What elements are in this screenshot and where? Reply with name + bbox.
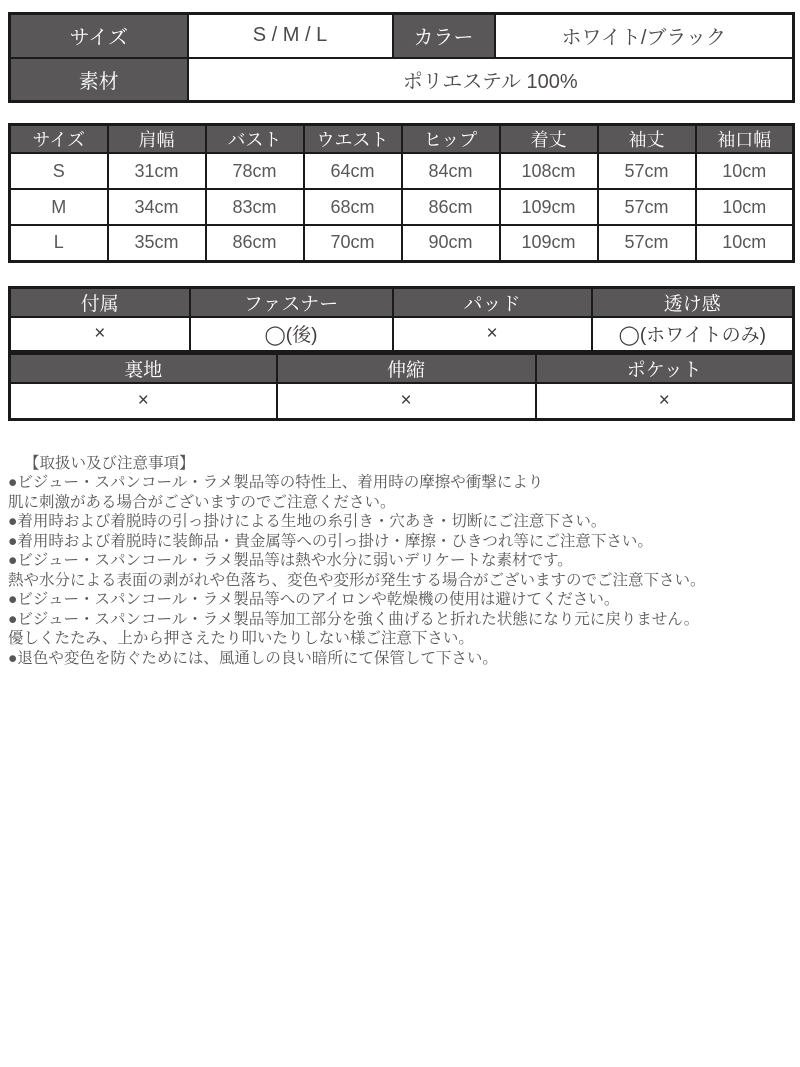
- measurements-header-cell: ウエスト: [304, 125, 402, 154]
- feature-header-cell: 透け感: [592, 287, 794, 317]
- feature-value-cell: ×: [277, 383, 536, 419]
- size-cell: L: [10, 225, 108, 261]
- care-note-line: 優しくたたみ、上から押さえたり叩いたりしない様ご注意下さい。: [8, 630, 474, 647]
- measure-cell: 10cm: [696, 189, 794, 225]
- features-a-header-row: [10, 287, 794, 317]
- care-note-line: ●ビジュー・スパンコール・ラメ製品等は熱や水分に弱いデリケートな素材です。: [8, 552, 573, 569]
- measure-cell: 109cm: [500, 225, 598, 261]
- measurements-header-cell: バスト: [206, 125, 304, 154]
- care-note-line: ●着用時および着脱時に装飾品・貴金属等への引っ掛け・摩擦・ひきつれ等にご注意下さい。: [8, 532, 653, 550]
- care-note-line: ●ビジュー・スパンコール・ラメ製品等加工部分を強く曲げると折れた状態になり元に戻りません。: [8, 610, 700, 628]
- measurements-header-cell: ヒップ: [402, 125, 500, 154]
- feature-header-cell: ポケット: [536, 354, 794, 383]
- care-note-line: 肌に刺激がある場合がございますのでご注意ください。: [8, 493, 396, 511]
- features-a-value-row: [10, 317, 794, 352]
- measure-cell: 90cm: [402, 225, 500, 261]
- care-note-line: 熱や水分による表面の剥がれや色落ち、変色や変形が発生する場合がございますのでご注意下さい。: [8, 571, 706, 589]
- color-label: カラー: [393, 14, 495, 58]
- feature-value-cell: ◯(ホワイトのみ): [592, 317, 794, 352]
- feature-value-cell: ◯(後): [190, 317, 393, 352]
- measure-cell: 86cm: [206, 225, 304, 261]
- material-value: ポリエステル 100%: [188, 58, 794, 102]
- spec-row-material: [10, 58, 794, 102]
- care-note-line: ●ビジュー・スパンコール・ラメ製品等の特性上、着用時の摩擦や衝撃により: [8, 474, 544, 491]
- measurements-row-s: [10, 153, 794, 189]
- measure-cell: 10cm: [696, 225, 794, 261]
- content-area: [8, 0, 795, 668]
- features-b-header-row: [10, 354, 794, 383]
- features-b-value-row: [10, 383, 794, 419]
- measure-cell: 108cm: [500, 153, 598, 189]
- size-value: S / M / L: [188, 14, 393, 58]
- measurements-header-cell: 袖口幅: [696, 125, 794, 154]
- measure-cell: 64cm: [304, 153, 402, 189]
- measure-cell: 78cm: [206, 153, 304, 189]
- measurements-row-l: [10, 225, 794, 261]
- size-label: サイズ: [10, 14, 188, 58]
- feature-value-cell: ×: [10, 317, 190, 352]
- measure-cell: 109cm: [500, 189, 598, 225]
- spec-table: [8, 12, 795, 103]
- features-table-a: [8, 286, 795, 354]
- feature-header-cell: ファスナー: [190, 287, 393, 317]
- measure-cell: 57cm: [598, 153, 696, 189]
- feature-value-cell: ×: [393, 317, 592, 352]
- size-cell: M: [10, 189, 108, 225]
- material-label: 素材: [10, 58, 188, 102]
- feature-value-cell: ×: [10, 383, 277, 419]
- measurements-header-cell: 肩幅: [108, 125, 206, 154]
- measurements-header-cell: 着丈: [500, 125, 598, 154]
- feature-header-cell: 伸縮: [277, 354, 536, 383]
- measure-cell: 84cm: [402, 153, 500, 189]
- feature-header-cell: 付属: [10, 287, 190, 317]
- care-notes: [8, 454, 795, 669]
- feature-header-cell: 裏地: [10, 354, 277, 383]
- measure-cell: 31cm: [108, 153, 206, 189]
- measure-cell: 68cm: [304, 189, 402, 225]
- measure-cell: 86cm: [402, 189, 500, 225]
- measure-cell: 10cm: [696, 153, 794, 189]
- measure-cell: 83cm: [206, 189, 304, 225]
- measurements-table: [8, 123, 795, 263]
- measurements-header-row: [10, 125, 794, 154]
- features-table-b: [8, 353, 795, 421]
- care-notes-title: 【取扱い及び注意事項】: [24, 454, 195, 472]
- measurements-row-m: [10, 189, 794, 225]
- measurements-header-cell: 袖丈: [598, 125, 696, 154]
- color-value: ホワイト/ブラック: [495, 14, 794, 58]
- feature-value-cell: ×: [536, 383, 794, 419]
- measure-cell: 34cm: [108, 189, 206, 225]
- size-cell: S: [10, 153, 108, 189]
- measurements-header-cell: サイズ: [10, 125, 108, 154]
- spec-row-size-color: [10, 14, 794, 58]
- care-note-line: ●退色や変色を防ぐためには、風通しの良い暗所にて保管して下さい。: [8, 649, 498, 667]
- measure-cell: 57cm: [598, 225, 696, 261]
- measure-cell: 70cm: [304, 225, 402, 261]
- measure-cell: 57cm: [598, 189, 696, 225]
- care-note-line: ●ビジュー・スパンコール・ラメ製品等へのアイロンや乾燥機の使用は避けてください。: [8, 591, 620, 608]
- measure-cell: 35cm: [108, 225, 206, 261]
- care-note-line: ●着用時および着脱時の引っ掛けによる生地の糸引き・穴あき・切断にご注意下さい。: [8, 513, 607, 530]
- feature-header-cell: パッド: [393, 287, 592, 317]
